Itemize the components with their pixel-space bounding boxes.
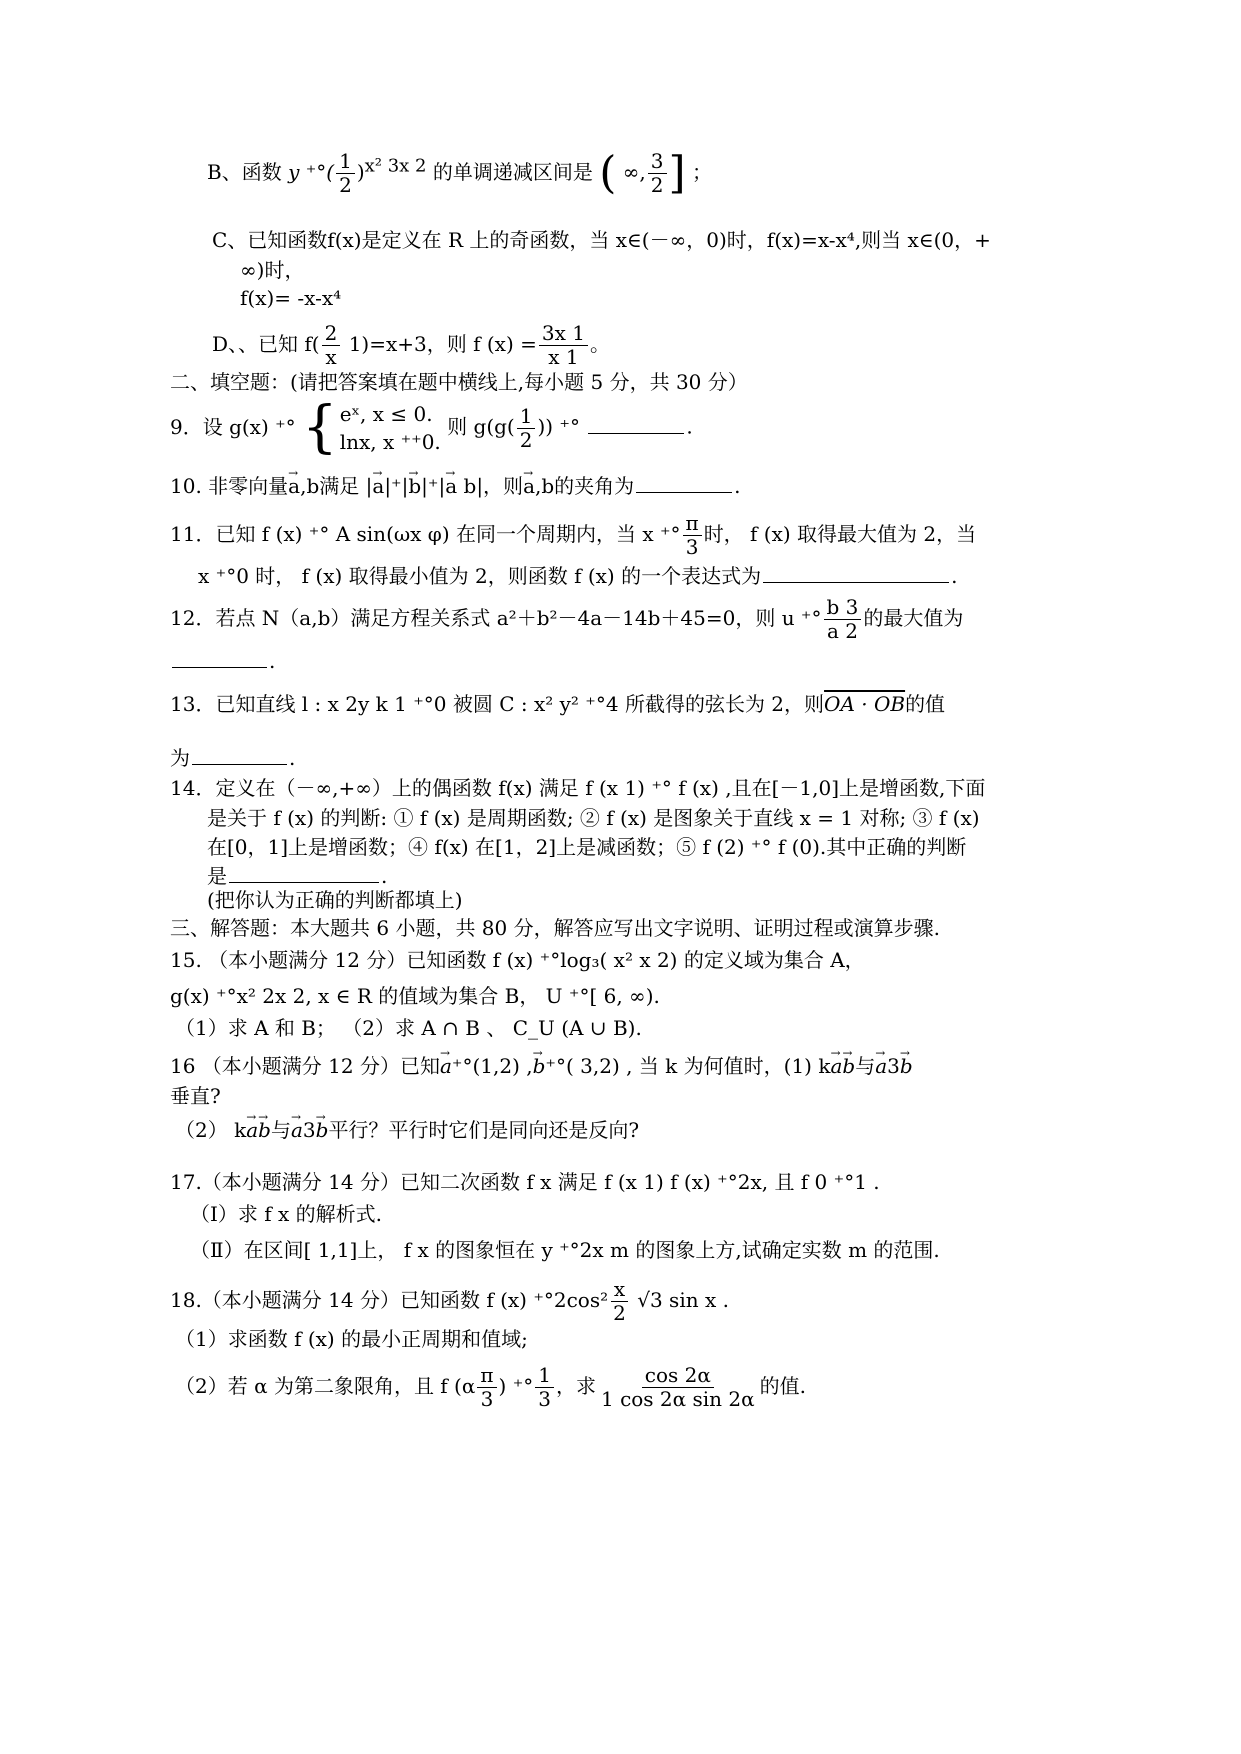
question-15-line3: （1）求 A 和 B； （2）求 A ∩ B 、 C_U (A ∪ B).	[175, 1016, 642, 1040]
section-3-heading: 三、解答题：本大题共 6 小题，共 80 分，解答应写出文字说明、证明过程或演算步骤.	[170, 916, 940, 940]
question-12-line1: 12．若点 N（a,b）满足方程关系式 a²＋b²－4a－14b＋45=0，则 u ⁺° $\frac{b 3}{a 2}$ 的最大值为	[170, 595, 964, 643]
section-2-heading: 二、填空题：(请把答案填在题中横线上,每小题 5 分，共 30 分）	[170, 370, 748, 394]
option-b-func: y ⁺°(	[288, 160, 335, 184]
question-15-line2: g(x) ⁺°x² 2x 2, x ∈ R 的值域为集合 B， U ⁺°[ 6, ∞).	[170, 984, 660, 1008]
option-c-line3: f(x)= -x-x⁴	[240, 286, 342, 310]
option-b-label: B、函数	[207, 160, 282, 184]
q9-piecewise: { eˣ, x ≤ 0. lnx, x ⁺⁺0.	[302, 395, 441, 460]
question-18-line2: （1）求函数 f (x) 的最小正周期和值域;	[175, 1327, 528, 1351]
q12-answer-blank[interactable]	[172, 645, 267, 668]
option-b: B、函数 y ⁺°( $\frac{1}{2}$ )$^{x^2 3x 2}$ 的单调递减区间是 ( ∞, $\frac{3}{2}$ ] ；	[207, 147, 713, 199]
q9-answer-blank[interactable]	[588, 411, 684, 434]
question-16-line1: 16 （本小题满分 12 分）已知→ a⁺°(1,2) ,→ b⁺°( 3,2) , 当 k 为何值时，(1) k→ a→ b与→ a3→ b	[0, 1052, 913, 1080]
question-14-line3: 在[0，1]上是增函数；④ f(x) 在[1，2]上是减函数；⑤ f (2) ⁺° f (0).其中正确的判断	[207, 835, 967, 859]
question-11-line2: x ⁺°0 时， f (x) 取得最小值为 2，则函数 f (x) 的一个表达式为 .	[0, 560, 957, 590]
question-16-line2: 垂直?	[170, 1084, 221, 1108]
option-c-line1: C、已知函数f(x)是定义在 R 上的奇函数，当 x∈(－∞，0)时，f(x)=x-x⁴,则当 x∈(0，+	[212, 228, 991, 252]
question-13-line1: 13．已知直线 l : x 2y k 1 ⁺°0 被圆 C : x² y² ⁺°4 所截得的弦长为 2，则OA · OB的值	[170, 692, 946, 716]
question-17-line1: 17.（本小题满分 14 分）已知二次函数 f x 满足 f (x 1) f (x) ⁺°2x, 且 f 0 ⁺°1 .	[170, 1170, 880, 1194]
q10-answer-blank[interactable]	[636, 470, 732, 493]
question-14-note: (把你认为正确的判断都填上)	[207, 888, 463, 912]
option-b-text: 的单调递减区间是	[432, 160, 593, 184]
question-14-line2: 是关于 f (x) 的判断: ① f (x) 是周期函数; ② f (x) 是图象关于直线 x = 1 对称; ③ f (x)	[207, 806, 980, 830]
option-c-line2: ∞)时，	[240, 258, 305, 282]
q13-answer-blank[interactable]	[192, 742, 287, 765]
question-15-line1: 15. （本小题满分 12 分）已知函数 f (x) ⁺°log₃( x² x 2) 的定义域为集合 A，	[170, 948, 865, 972]
option-b-exponent: x² 3x 2	[364, 155, 427, 177]
question-17-line2: （Ⅰ）求 f x 的解析式.	[190, 1202, 383, 1226]
question-12-line2: .	[0, 645, 275, 675]
question-18-line1: 18.（本小题满分 14 分）已知函数 f (x) ⁺°2cos² $\frac{x}{2}$ √3 sin x .	[170, 1277, 729, 1325]
question-9: 9．设 g(x) ⁺° { eˣ, x ≤ 0. lnx, x ⁺⁺0. 则 g(g( $\frac{1}{2}$ )) ⁺° .	[170, 395, 693, 460]
option-b-base: $\frac{1}{2}$	[336, 150, 355, 197]
question-17-line3: （Ⅱ）在区间[ 1,1]上， f x 的图象恒在 y ⁺°2x m 的图象上方,试确定实数 m 的范围.	[190, 1238, 940, 1262]
question-14-line1: 14．定义在（－∞,+∞）上的偶函数 f(x) 满足 f (x 1) ⁺° f (x) ,且在[－1,0]上是增函数,下面	[170, 776, 986, 800]
option-d: D、、已知 f( $\frac{2}{x}$ 1)=x+3，则 f (x) = $\frac{3x 1}{x 1}$ 。	[212, 321, 610, 369]
q14-answer-blank[interactable]	[229, 860, 379, 883]
question-13-line2: 为 .	[0, 742, 295, 772]
question-18-line3: （2）若 α 为第二象限角，且 f (α $\frac{\pi}{3}$ ) ⁺° $\frac{1}{3}$ ，求 $\frac{\cos 2\alpha}{\text{1 cos 2α sin 2α}}$ 的值.	[175, 1363, 807, 1411]
question-14-line4: 是 .	[0, 860, 387, 890]
q11-answer-blank[interactable]	[763, 560, 949, 583]
question-16-line3: （2） k→ a→ b与→ a3→ b平行？平行时它们是同向还是反向?	[0, 1116, 639, 1144]
q18-expression: $\frac{\cos 2\alpha}{\text{1 cos 2α sin 2α}}$	[600, 1363, 755, 1411]
question-11-line1: 11．已知 f (x) ⁺° A sin(ωx φ) 在同一个周期内，当 x ⁺° $\frac{\pi}{3}$ 时， f (x) 取得最大值为 2，当	[170, 511, 977, 559]
question-10: 10. 非零向量→ a,b满足 |→ a|⁺|→ b|⁺|→ a b|，则→ a,b的夹角为 .	[0, 470, 741, 500]
